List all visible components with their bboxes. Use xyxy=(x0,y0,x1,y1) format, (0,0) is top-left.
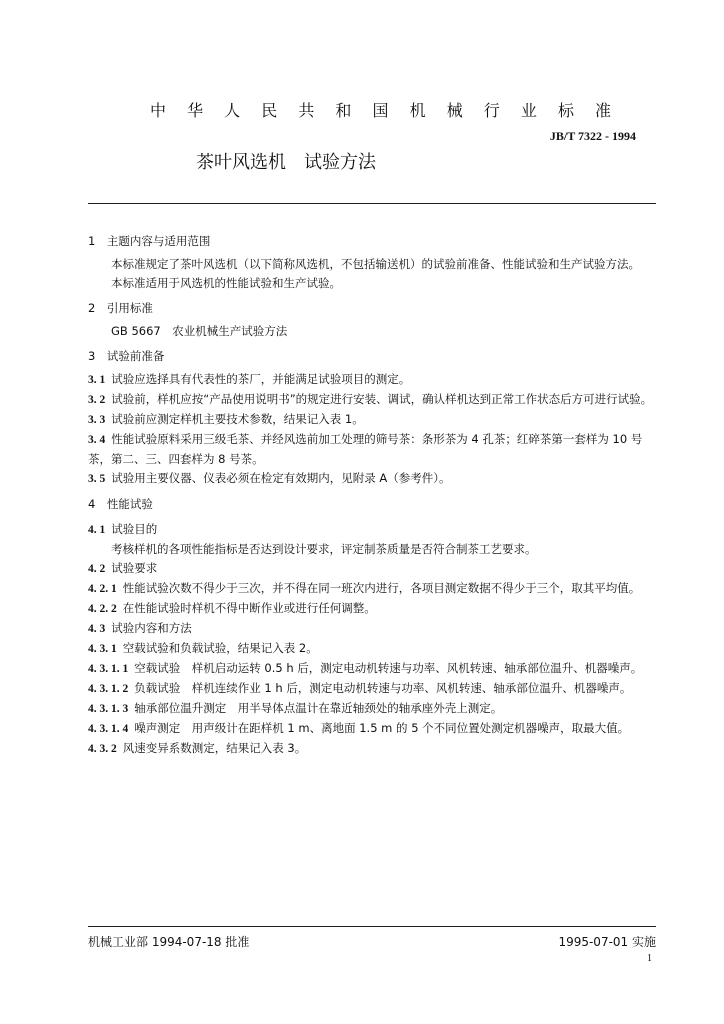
section-1-heading: 1 主题内容与适用范围 xyxy=(88,234,211,248)
reference-standard: GB 5667 农业机械生产试验方法 xyxy=(111,324,288,338)
clause xyxy=(88,430,656,469)
document-title: 茶叶风选机 试验方法 xyxy=(196,152,376,173)
clause-number: 3. 3 xyxy=(88,414,106,426)
subsection-heading xyxy=(88,520,656,540)
clause-number: 3. 4 xyxy=(88,434,106,446)
clause-number: 3. 1 xyxy=(88,374,106,386)
bottom-divider xyxy=(88,926,656,927)
clause-number: 4. 2. 1 xyxy=(88,583,117,595)
clause xyxy=(88,410,656,430)
clause-text: 性能试验次数不得少于三次，并不得在同一班次内进行，各项目测定数据不得少于三个，取其平均值。 xyxy=(122,581,641,595)
clause xyxy=(88,469,656,489)
clause-text: 负载试验 样机连续作业 1 h 后，测定电动机转速与功率、风机转速、轴承部位温升、机器噪声。 xyxy=(134,681,632,695)
clause-number: 4. 2 xyxy=(88,563,106,575)
clause-number: 4. 3. 1. 3 xyxy=(88,703,129,715)
clause-text: 空载试验和负载试验，结果记入表 2。 xyxy=(122,641,318,655)
clause xyxy=(88,659,656,679)
clause-text: 试验前应测定样机主要技术参数，结果记入表 1。 xyxy=(111,412,364,426)
clause-text: 噪声测定 用声级计在距样机 1 m、离地面 1.5 m 的 5 个不同位置处测定机器噪声，取最大值。 xyxy=(134,721,630,735)
clause-number: 4. 2. 2 xyxy=(88,603,117,615)
clause-number: 3. 2 xyxy=(88,394,106,406)
subsection-heading xyxy=(88,619,656,639)
clause-text: 试验应选择具有代表性的茶厂，并能满足试验项目的测定。 xyxy=(111,372,411,386)
subsection-heading xyxy=(88,559,656,579)
subsection-title: 试验要求 xyxy=(111,561,158,575)
clause-text: 试验用主要仪器、仪表必须在检定有效期内，见附录 A（参考件）。 xyxy=(111,471,451,485)
clause xyxy=(88,390,656,410)
subsection-title: 试验内容和方法 xyxy=(111,621,192,635)
approval-note: 机械工业部 1994-07-18 批准 xyxy=(88,935,250,949)
clause-number: 4. 1 xyxy=(88,524,106,536)
page-number: 1 xyxy=(647,953,652,964)
clause-number: 4. 3. 1 xyxy=(88,643,117,655)
clause-number: 4. 3. 2 xyxy=(88,743,117,755)
clause xyxy=(88,739,656,759)
clause-text: 风速变异系数测定，结果记入表 3。 xyxy=(122,741,307,755)
implementation-note: 1995-07-01 实施 xyxy=(558,935,656,949)
top-divider xyxy=(88,203,656,204)
clause xyxy=(88,599,656,619)
clause xyxy=(88,370,656,390)
document-body xyxy=(88,228,656,759)
section-1-paragraph: 本标准规定了茶叶风选机（以下简称风选机，不包括输送机）的试验前准备、性能试验和生产试验方法。 xyxy=(111,257,640,271)
clause xyxy=(88,719,656,739)
clause-text: 空载试验 样机启动运转 0.5 h 后，测定电动机转速与功率、风机转速、轴承部位温升、机器噪声。 xyxy=(134,661,643,675)
clause-text: 考核样机的各项性能指标是否达到设计要求，评定制茶质量是否符合制茶工艺要求。 xyxy=(111,542,537,556)
clause-number: 4. 3. 1. 2 xyxy=(88,683,129,695)
national-standard-header: 中 华 人 民 共 和 国 机 械 行 业 标 准 xyxy=(150,101,620,120)
clause-number: 3. 5 xyxy=(88,473,106,485)
clause-text: 轴承部位温升测定 用半导体点温计在靠近轴颈处的轴承座外壳上测定。 xyxy=(134,701,503,715)
subsection-title: 试验目的 xyxy=(111,522,158,536)
clause-number: 4. 3 xyxy=(88,623,106,635)
clause-text: 在性能试验时样机不得中断作业或进行任何调整。 xyxy=(122,601,376,615)
clause xyxy=(88,579,656,599)
clause xyxy=(88,639,656,659)
section-4-heading: 4 性能试验 xyxy=(88,497,153,511)
clause-number: 4. 3. 1. 1 xyxy=(88,663,129,675)
clause-text: 试验前，样机应按“产品使用说明书”的规定进行安装、调试，确认样机达到正常工作状态后方可进行试验。 xyxy=(111,392,653,406)
clause-number: 4. 3. 1. 4 xyxy=(88,723,129,735)
section-3-heading: 3 试验前准备 xyxy=(88,349,165,363)
section-1-paragraph: 本标准适用于风选机的性能试验和生产试验。 xyxy=(111,276,341,290)
section-2-heading: 2 引用标准 xyxy=(88,301,153,315)
clause xyxy=(88,699,656,719)
clause xyxy=(88,679,656,699)
clause-text: 性能试验原料采用三级毛茶、并经风选前加工处理的筛号茶：条形茶为 4 孔茶；红碎茶第一套样为 10 号茶，第二、三、四套样为 8 号茶。 xyxy=(88,432,643,466)
standard-number: JB/T 7322 - 1994 xyxy=(549,129,636,143)
